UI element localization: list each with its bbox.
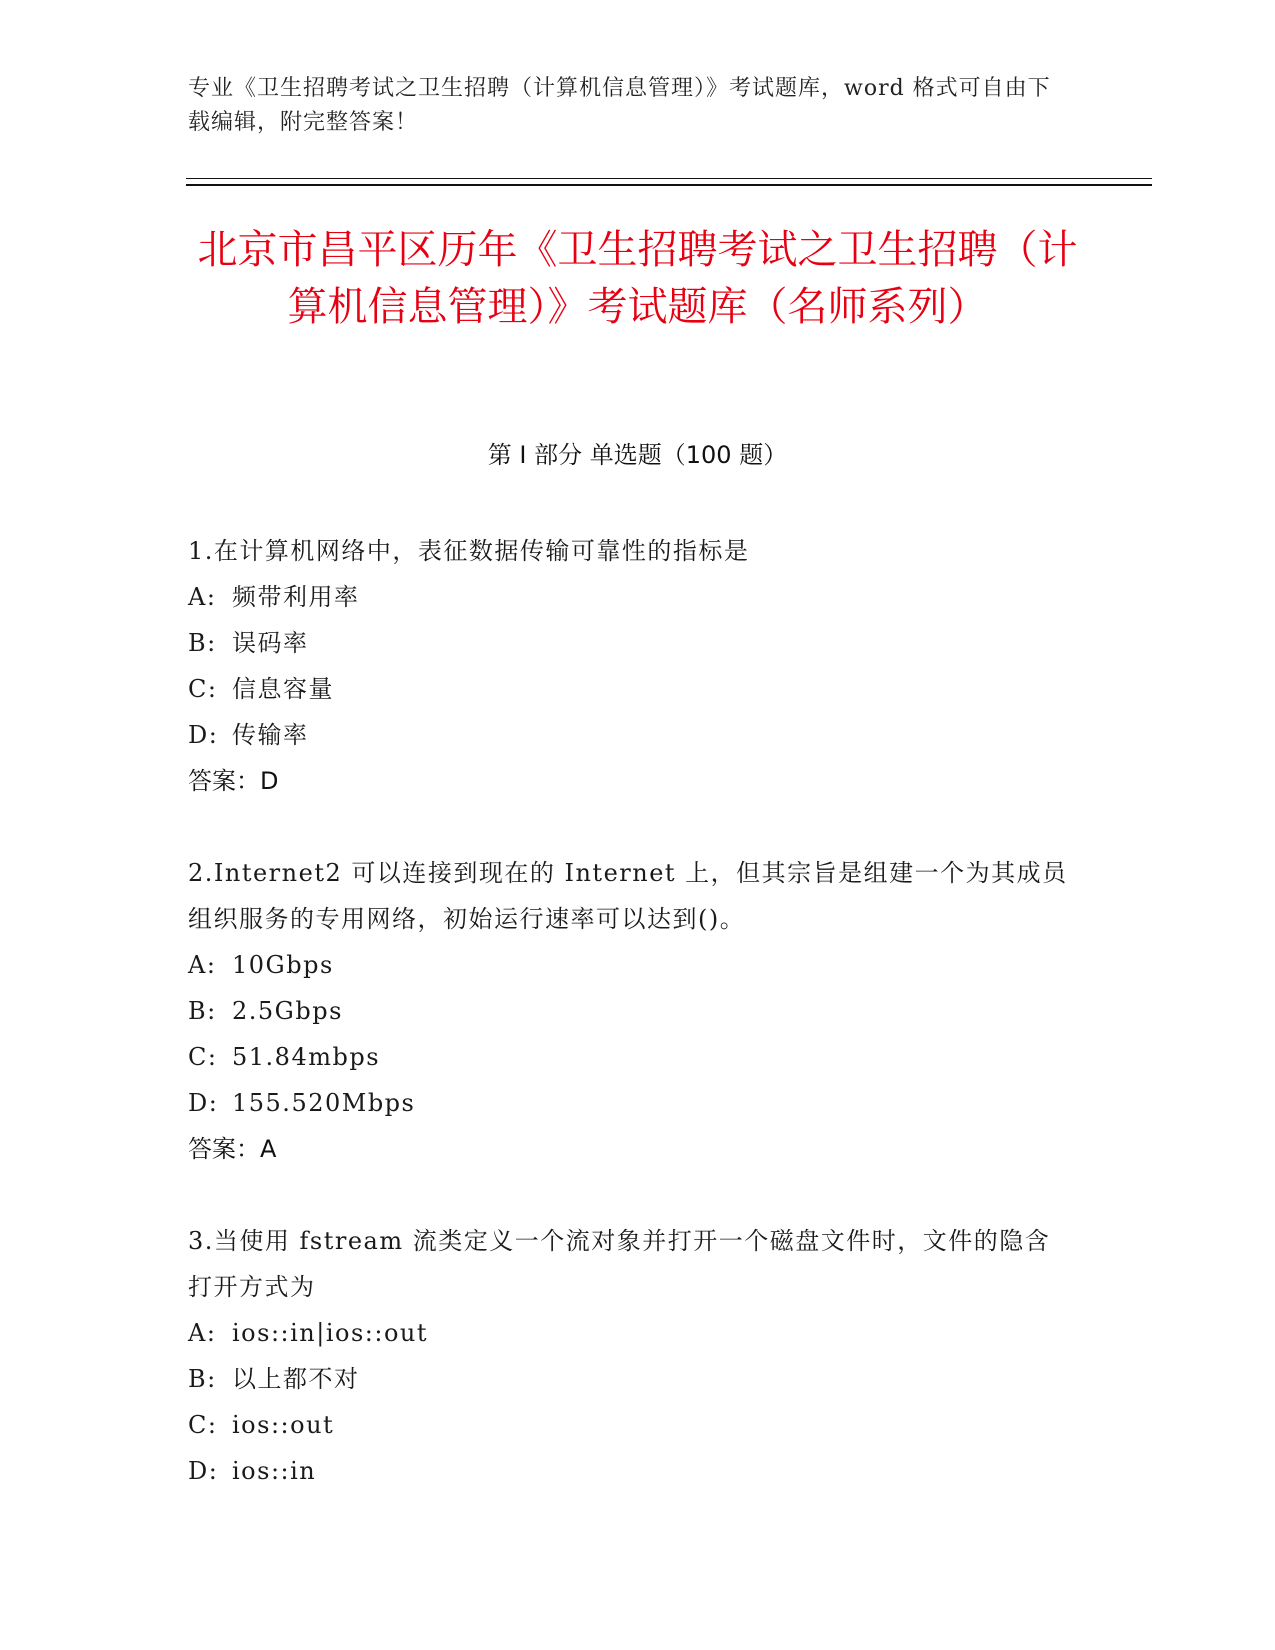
- option-a: [188, 1310, 1068, 1356]
- header-divider-thin: [186, 178, 1152, 179]
- option-key: D:: [188, 1089, 219, 1117]
- option-text: 传输率: [232, 721, 309, 749]
- option-d: [188, 1080, 1068, 1126]
- answer-line: 答案：A: [188, 1135, 277, 1163]
- option-text: ios::in: [232, 1457, 317, 1485]
- option-key: C:: [188, 675, 218, 703]
- section-heading: 第 I 部分 单选题（100 题）: [487, 441, 788, 469]
- document-title: 北京市昌平区历年《卫生招聘考试之卫生招聘（计算机信息管理）》考试题库（名师系列）: [197, 227, 1078, 330]
- option-key: A:: [188, 1319, 217, 1347]
- question-stem: 2.Internet2 可以连接到现在的 Internet 上，但其宗旨是组建一个为其成员组织服务的专用网络，初始运行速率可以达到()。: [188, 859, 1068, 933]
- option-text: 以上都不对: [232, 1365, 360, 1393]
- option-key: B:: [188, 629, 217, 657]
- option-key: A:: [188, 951, 217, 979]
- option-c: [188, 1402, 1068, 1448]
- option-b: [188, 988, 1068, 1034]
- option-d: [188, 1448, 1068, 1494]
- option-text: 频带利用率: [232, 583, 360, 611]
- question-3: [188, 1218, 1068, 1494]
- option-key: B:: [188, 1365, 217, 1393]
- option-key: B:: [188, 997, 217, 1025]
- option-key: C:: [188, 1043, 218, 1071]
- option-d: [188, 712, 1068, 758]
- question-2: [188, 850, 1068, 1172]
- question-stem: 3.当使用 fstream 流类定义一个流对象并打开一个磁盘文件时，文件的隐含打开方式为: [188, 1227, 1051, 1301]
- option-text: 51.84mbps: [232, 1043, 381, 1071]
- option-key: C:: [188, 1411, 218, 1439]
- question-1: [188, 528, 1068, 804]
- option-text: 155.520Mbps: [232, 1089, 416, 1117]
- question-list: [188, 528, 1068, 1540]
- option-key: D:: [188, 1457, 219, 1485]
- option-a: [188, 942, 1068, 988]
- option-c: [188, 666, 1068, 712]
- option-text: 误码率: [232, 629, 309, 657]
- option-text: 2.5Gbps: [232, 997, 343, 1025]
- option-c: [188, 1034, 1068, 1080]
- option-b: [188, 1356, 1068, 1402]
- header-divider-thick: [186, 184, 1152, 186]
- option-key: A:: [188, 583, 217, 611]
- option-b: [188, 620, 1068, 666]
- option-text: ios::out: [232, 1411, 335, 1439]
- option-text: ios::in|ios::out: [232, 1319, 428, 1347]
- header-note: 专业《卫生招聘考试之卫生招聘（计算机信息管理）》考试题库，word 格式可自由下载编辑，附完整答案！: [188, 76, 1051, 135]
- answer-line: 答案：D: [188, 767, 279, 795]
- option-a: [188, 574, 1068, 620]
- option-text: 10Gbps: [232, 951, 334, 979]
- option-text: 信息容量: [232, 675, 334, 703]
- option-key: D:: [188, 721, 219, 749]
- question-stem: 1.在计算机网络中，表征数据传输可靠性的指标是: [188, 537, 750, 565]
